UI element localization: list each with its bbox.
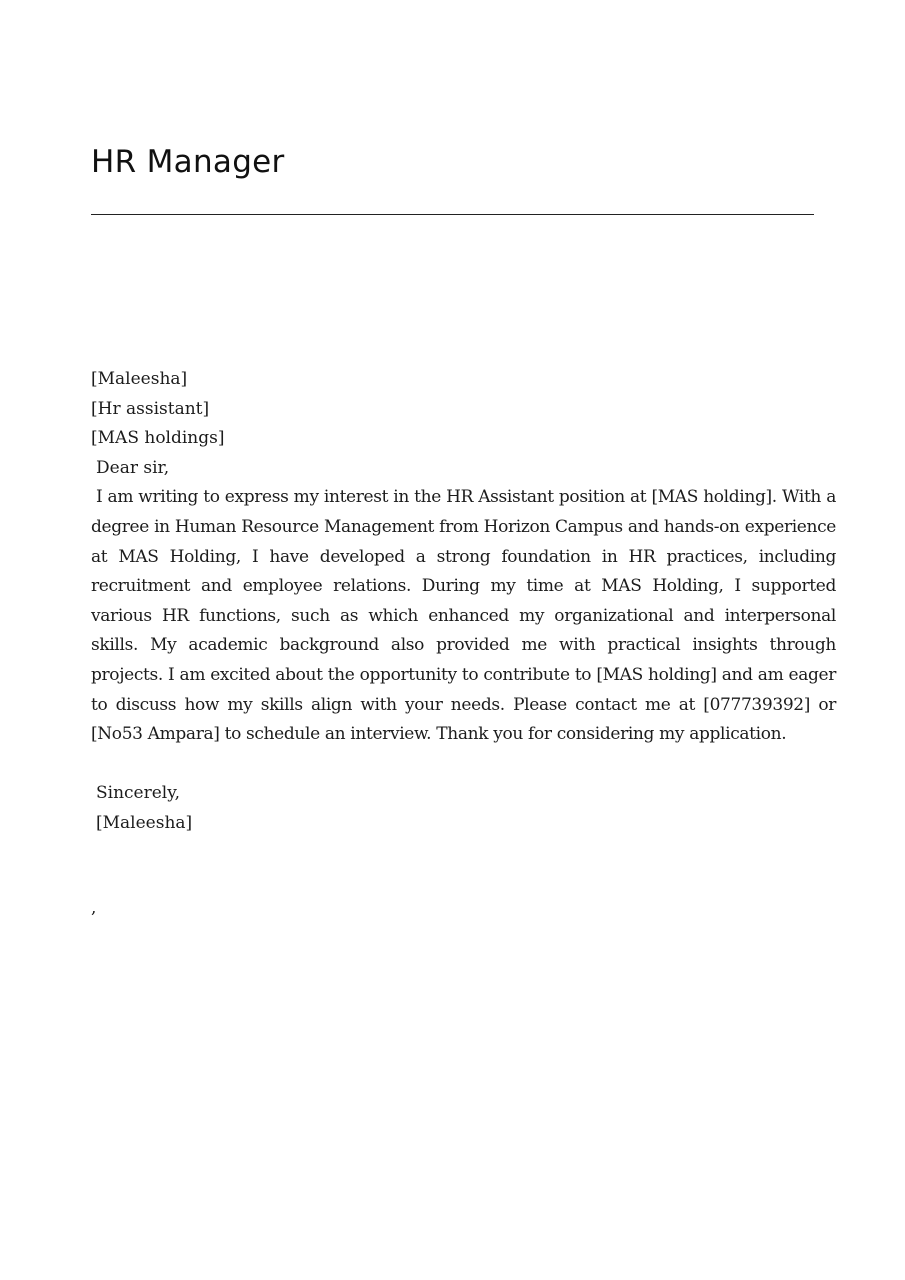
salutation: Dear sir, [96,457,170,478]
title-divider [91,214,814,215]
sender-title: [Hr assistant] [91,398,210,419]
company-name: [MAS holdings] [91,428,225,449]
cover-letter [91,365,836,839]
page-title: HR Manager [91,144,285,180]
stray-comma: , [91,898,97,918]
signature: [Maleesha] [96,812,193,833]
closing: Sincerely, [96,783,180,804]
paragraph-spacer [91,750,836,780]
sender-name: [Maleesha] [91,369,188,389]
letter-body: I am writing to express my interest in the HR Assistant position at [MAS holding]. With a degree in Human Resource Management from Horizon Campus and hands-on experience at MAS Holding, I have developed a strong foundation in HR practices, including recruitment and employee relations. During my time at MAS Holding, I supported various HR functions, such as which enhanced my organizational and interpersonal skills. My academic background also provided me with practical insights through projects. I am excited about the opportunity to contribute to [MAS holding] and am eager to discuss how my skills align with your needs. Please contact me at [077739392] or [No53 Ampara] to schedule an interview. Thank you for considering my application. [91,487,836,745]
